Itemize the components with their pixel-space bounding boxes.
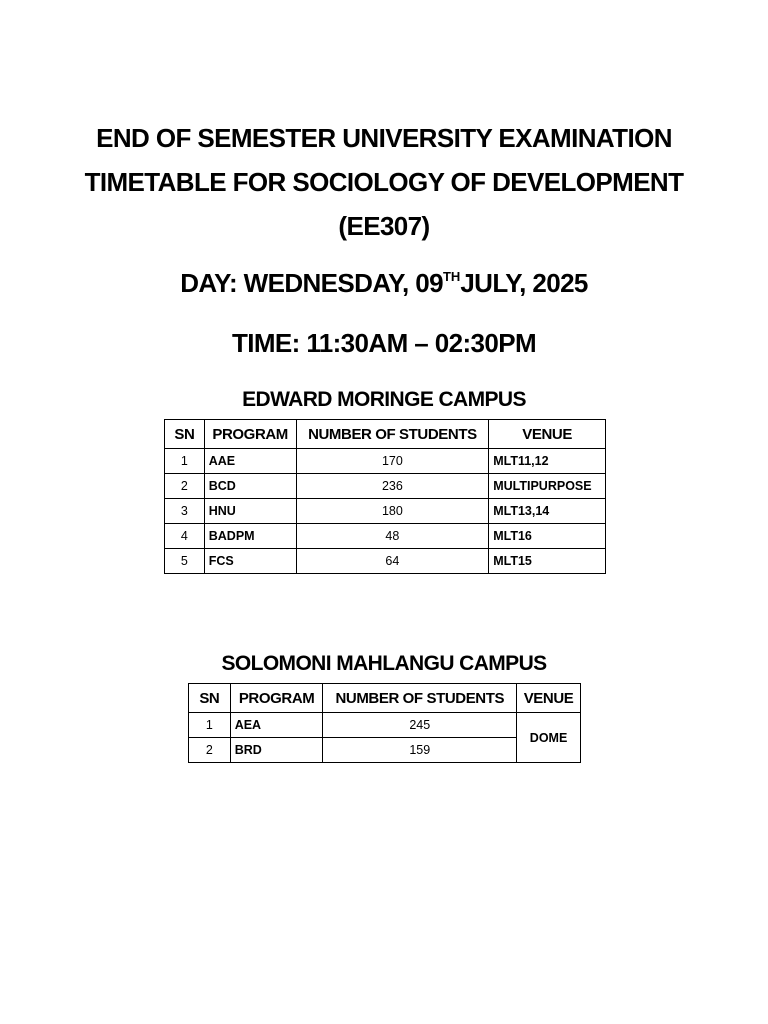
cell-program: BRD	[230, 738, 323, 763]
campus-title-edward-moringe: EDWARD MORINGE CAMPUS	[242, 388, 526, 411]
header-program: PROGRAM	[204, 420, 296, 449]
cell-students: 64	[296, 549, 489, 574]
cell-students: 170	[296, 449, 489, 474]
cell-students: 245	[323, 713, 517, 738]
cell-venue: MULTIPURPOSE	[489, 474, 606, 499]
cell-students: 236	[296, 474, 489, 499]
cell-program: FCS	[204, 549, 296, 574]
day-ordinal-suffix: TH	[442, 269, 461, 284]
cell-venue: MLT13,14	[489, 499, 606, 524]
cell-program: HNU	[204, 499, 296, 524]
table-row	[165, 524, 606, 549]
table-row	[165, 449, 606, 474]
header-sn: SN	[189, 684, 231, 713]
header-students: NUMBER OF STUDENTS	[323, 684, 517, 713]
exam-day	[0, 268, 768, 299]
solomoni-mahlangu-table	[188, 683, 581, 763]
edward-moringe-table	[164, 419, 606, 574]
header-venue: VENUE	[517, 684, 581, 713]
campus-title-solomoni-mahlangu: SOLOMONI MAHLANGU CAMPUS	[221, 652, 547, 675]
exam-time: TIME: 11:30AM – 02:30PM	[231, 328, 537, 358]
cell-program: BADPM	[204, 524, 296, 549]
header-program: PROGRAM	[230, 684, 323, 713]
cell-students: 180	[296, 499, 489, 524]
cell-venue: MLT15	[489, 549, 606, 574]
table-header-row	[165, 420, 606, 449]
cell-sn: 4	[165, 524, 205, 549]
cell-sn: 5	[165, 549, 205, 574]
cell-students: 159	[323, 738, 517, 763]
header-sn: SN	[165, 420, 205, 449]
title-line-1: END OF SEMESTER UNIVERSITY EXAMINATION	[96, 123, 672, 153]
cell-program: AAE	[204, 449, 296, 474]
header-venue: VENUE	[489, 420, 606, 449]
day-suffix: JULY, 2025	[460, 268, 588, 298]
cell-sn: 3	[165, 499, 205, 524]
day-prefix: DAY: WEDNESDAY, 09	[180, 268, 443, 298]
cell-students: 48	[296, 524, 489, 549]
header-students: NUMBER OF STUDENTS	[296, 420, 489, 449]
table-row	[165, 549, 606, 574]
table-header-row	[189, 684, 581, 713]
table-row	[165, 474, 606, 499]
cell-program: BCD	[204, 474, 296, 499]
cell-venue-merged: DOME	[517, 713, 581, 763]
cell-sn: 1	[189, 713, 231, 738]
cell-sn: 1	[165, 449, 205, 474]
cell-program: AEA	[230, 713, 323, 738]
cell-sn: 2	[165, 474, 205, 499]
cell-venue: MLT11,12	[489, 449, 606, 474]
title-line-2: TIMETABLE FOR SOCIOLOGY OF DEVELOPMENT	[84, 167, 684, 197]
table-row	[189, 713, 581, 738]
title-line-3: (EE307)	[338, 211, 430, 241]
document-title	[0, 116, 768, 248]
cell-sn: 2	[189, 738, 231, 763]
table-row	[165, 499, 606, 524]
cell-venue: MLT16	[489, 524, 606, 549]
